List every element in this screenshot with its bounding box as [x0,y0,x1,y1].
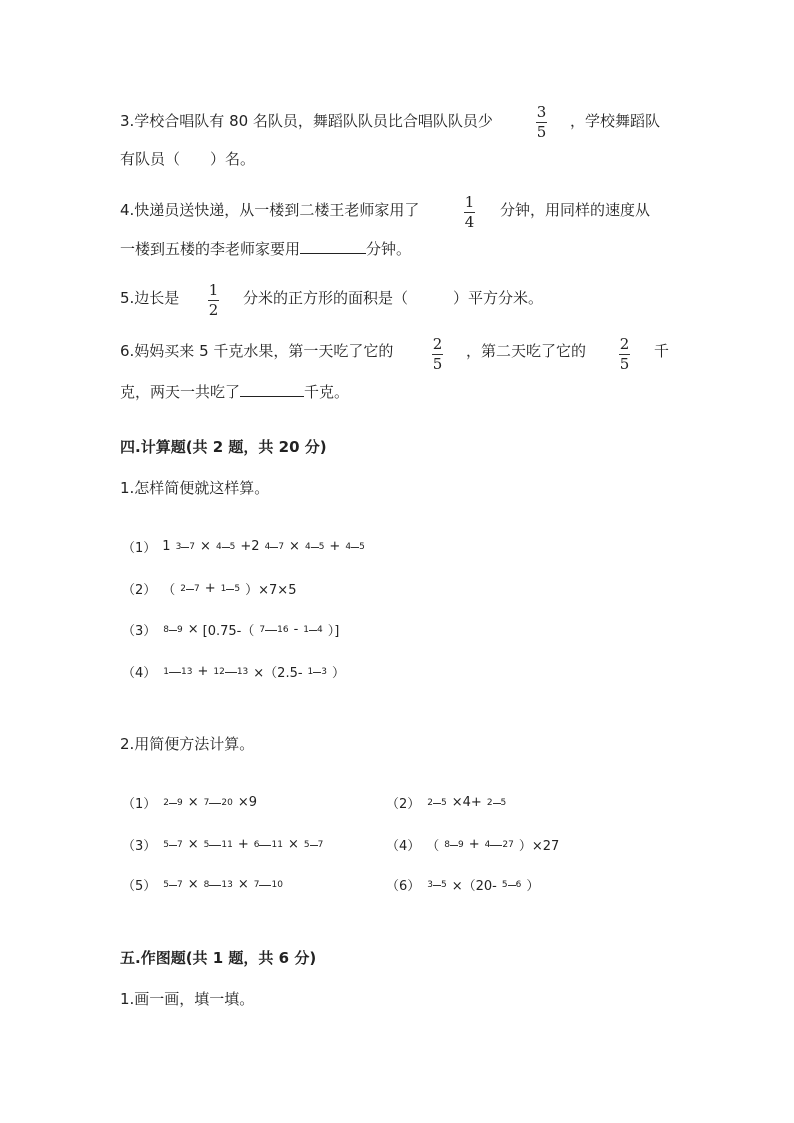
s4-q1-item-2 [122,579,298,598]
fraction-numerator: 7 [253,879,260,890]
q4-line1-tail: 分钟，用同样的速度从 [500,201,651,219]
expr-text: ）×27 [518,839,560,854]
q6-answer-blank[interactable] [240,396,304,397]
expr-text: ×（20- [451,879,497,894]
expr-text: ）×7×5 [245,583,297,598]
item-label: （3） [122,624,157,639]
expr-text: + [329,539,341,554]
q3-line1-text: 3.学校合唱队有 80 名队员，舞蹈队队员比合唱队队员少 [120,112,493,130]
fraction-numerator: 12 [213,666,225,677]
expr-fraction [502,880,521,890]
fraction-numerator: 5 [303,839,310,850]
fraction-numerator: 4 [215,541,222,552]
fraction-denominator: 7 [189,541,196,552]
expr-text: + [204,581,216,596]
s4-q1-item-4 [122,662,347,681]
fraction-denominator: 9 [458,839,464,850]
fraction-numerator: 6 [253,839,260,850]
expr-fraction [265,542,284,552]
expr-text: ×（2.5- [253,666,303,681]
fraction-denominator: 13 [236,666,249,677]
expr-text: + [197,664,209,679]
q3-line2-text: 有队员（ ）名。 [120,150,256,168]
q6-line2-text: 克，两天一共吃了 [120,383,241,401]
fraction-numerator: 1 [307,666,314,677]
expr-fraction [176,542,195,552]
expr-fraction [254,880,283,890]
q5-line-tail: 分米的正方形的面积是（ ）平方分米。 [243,289,544,307]
q4-line2-tail: 分钟。 [366,240,412,258]
fraction-denominator: 13 [221,879,233,890]
fraction-denominator: 13 [181,666,193,677]
fraction-denominator: 7 [194,583,200,594]
expr-fraction [180,584,199,594]
q4-fraction-numerator: 1 [464,193,475,211]
fraction-numerator: 2 [486,797,493,808]
fraction-denominator: 20 [221,797,233,808]
q6-line1-middle: ，第二天吃了它的 [466,342,587,360]
item-label: （3） [122,839,157,854]
expr-text: ×4+ [451,795,482,810]
fraction-numerator: 2 [427,797,434,808]
q4-line2 [120,239,411,259]
q3-line1-tail: ，学校舞蹈队 [570,112,661,130]
expr-fraction [204,840,233,850]
q3-fraction-numerator: 3 [536,103,547,121]
s4-q2-item-3 [122,835,326,854]
expr-text: + [237,837,249,852]
fraction-denominator: 5 [318,541,325,552]
fraction-denominator: 9 [177,797,183,808]
expr-fraction [221,584,240,594]
expr-fraction [303,625,322,635]
fraction-denominator: 7 [278,541,285,552]
q6-fraction-2 [619,336,630,373]
expr-fraction [487,798,506,808]
item-label: （2） [122,583,157,598]
fraction-numerator: 5 [501,879,508,890]
expr-fraction [204,798,233,808]
fraction-numerator: 3 [175,541,182,552]
q4-fraction-denominator: 4 [464,213,475,231]
section-4-q1-title: 1.怎样简便就这样算。 [120,479,270,497]
expr-text: × [237,877,249,892]
fraction-denominator: 5 [441,879,447,890]
fraction-denominator: 5 [500,797,507,808]
fraction-numerator: 3 [427,879,434,890]
fraction-denominator: 5 [441,797,447,808]
expr-fraction [163,667,192,677]
expr-fraction [213,667,248,677]
q6-line1-text: 6.妈妈买来 5 千克水果，第一天吃了它的 [120,342,394,360]
fraction-denominator: 11 [221,839,233,850]
item-label: （4） [122,666,157,681]
s4-q2-item-5 [122,875,286,894]
q4-answer-blank[interactable] [300,253,366,254]
s4-q1-item-3 [122,620,341,639]
fraction-numerator: 4 [264,541,271,552]
q5-fraction-numerator: 1 [208,281,219,299]
q4-fraction [464,194,475,231]
expr-text: ×9 [237,795,258,810]
expr-fraction [345,542,364,552]
section-4-q2-title: 2.用简便方法计算。 [120,735,255,753]
expr-fraction [427,880,446,890]
fraction-numerator: 8 [163,624,170,635]
item-label: （2） [386,797,421,812]
q6-fraction-1-numerator: 2 [432,335,443,353]
fraction-denominator: 5 [234,583,241,594]
fraction-numerator: 2 [163,797,170,808]
expr-text: [0.75-（ [202,624,255,639]
expr-text: × [187,837,199,852]
fraction-numerator: 5 [203,839,210,850]
expr-fraction [308,667,327,677]
fraction-denominator: 6 [515,879,522,890]
fraction-numerator: 8 [444,839,451,850]
fraction-denominator: 7 [177,879,183,890]
expr-text: ） [332,666,346,681]
q6-fraction-1-denominator: 5 [432,355,443,373]
expr-text: × [200,539,211,554]
fraction-denominator: 9 [177,624,183,635]
q6-fraction-2-denominator: 5 [619,355,630,373]
section-5-q1-title: 1.画一画，填一填。 [120,990,255,1008]
expr-fraction [305,542,324,552]
fraction-numerator: 2 [180,583,187,594]
fraction-denominator: 3 [321,666,328,677]
fraction-denominator: 10 [271,879,283,890]
fraction-numerator: 7 [259,624,266,635]
expr-text: × [187,622,199,637]
s4-q1-item-1 [122,537,368,556]
q3-fraction [536,104,547,141]
fraction-numerator: 8 [203,879,210,890]
q5-line-text: 5.边长是 [120,289,180,307]
expr-text: × [187,795,199,810]
s4-q2-item-4 [386,835,561,854]
q5-fraction-denominator: 2 [208,301,219,319]
expr-text: +2 [240,539,260,554]
expr-text: × [289,539,300,554]
fraction-numerator: 5 [163,839,170,850]
fraction-denominator: 27 [502,839,514,850]
fraction-numerator: 4 [345,541,352,552]
expr-text: （ [426,839,440,854]
fraction-numerator: 1 [220,583,227,594]
expr-fraction [204,880,233,890]
q6-line1-tail: 千 [654,342,670,360]
item-label: （5） [122,879,157,894]
expr-fraction [163,625,182,635]
item-label: （4） [386,839,421,854]
expr-text: ） [526,879,540,894]
expr-text: × [187,877,199,892]
q6-fraction-1 [432,336,443,373]
q4-line1-text: 4.快递员送快递，从一楼到二楼王老师家用了 [120,201,420,219]
item-label: （1） [122,541,157,556]
fraction-denominator: 7 [317,839,324,850]
expr-text: 1 [162,539,171,554]
expr-fraction [163,840,182,850]
fraction-denominator: 5 [359,541,365,552]
expr-text: ）] [327,624,340,639]
expr-text: + [468,837,480,852]
fraction-denominator: 7 [177,839,183,850]
fraction-numerator: 4 [304,541,311,552]
section-5-heading: 五.作图题(共 1 题，共 6 分) [120,949,317,967]
expr-fraction [216,542,235,552]
expr-text: × [287,837,299,852]
q4-line2-text: 一楼到五楼的李老师家要用 [120,240,301,258]
fraction-numerator: 1 [303,624,309,635]
fraction-numerator: 1 [163,666,170,677]
fraction-denominator: 11 [271,839,283,850]
expr-fraction [444,840,463,850]
fraction-numerator: 5 [163,879,170,890]
expr-fraction [259,625,288,635]
expr-fraction [254,840,283,850]
expr-fraction [485,840,514,850]
item-label: （6） [386,879,421,894]
s4-q2-item-2 [386,793,509,812]
fraction-numerator: 7 [203,797,210,808]
expr-text: - [293,622,299,637]
expr-fraction [163,880,182,890]
fraction-numerator: 4 [484,839,491,850]
expr-fraction [163,798,182,808]
fraction-denominator: 16 [277,624,289,635]
section-4-heading: 四.计算题(共 2 题，共 20 分) [120,438,327,456]
q5-fraction [208,282,219,319]
q6-line2 [120,382,349,402]
q6-line2-tail: 千克。 [304,383,350,401]
q3-fraction-denominator: 5 [536,123,547,141]
expr-fraction [304,840,323,850]
item-label: （1） [122,797,157,812]
s4-q2-item-6 [386,875,541,894]
fraction-denominator: 4 [317,624,323,635]
fraction-denominator: 5 [229,541,236,552]
s4-q2-item-1 [122,793,259,812]
expr-text: （ [162,583,176,598]
expr-fraction [427,798,446,808]
q6-fraction-2-numerator: 2 [619,335,630,353]
